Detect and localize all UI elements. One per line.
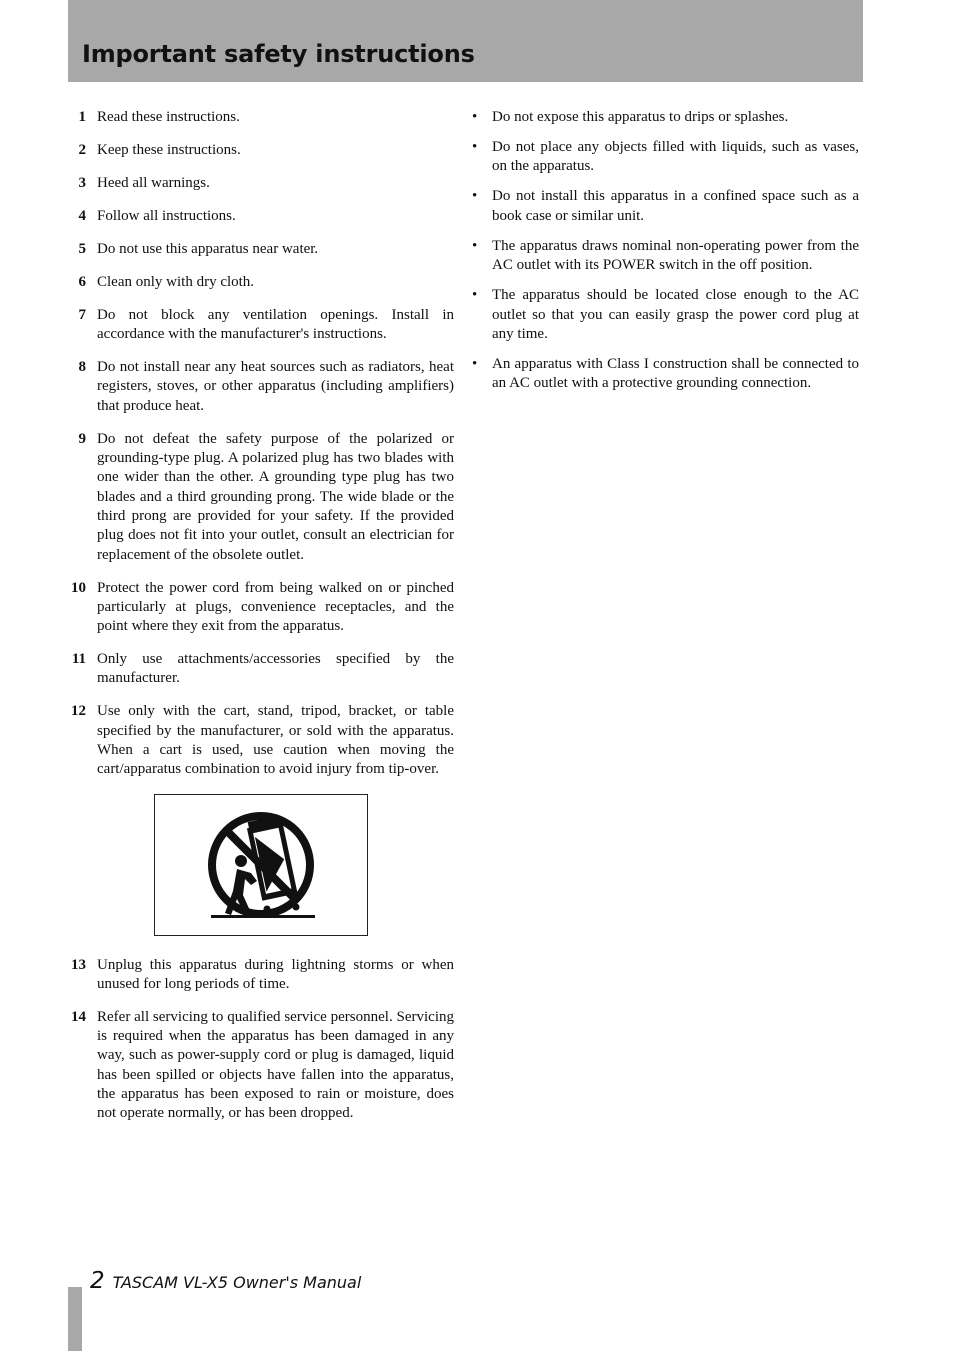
item-number: 6 (78, 273, 86, 290)
list-item (68, 174, 454, 193)
footer-bar (68, 1287, 82, 1351)
bullet-marker: • (472, 237, 478, 254)
page-number: 2 (90, 1268, 105, 1294)
item-number: 1 (78, 109, 86, 125)
list-item (68, 306, 454, 345)
list-item (68, 579, 454, 637)
list-item (68, 240, 454, 259)
item-number: 5 (78, 240, 86, 257)
item-number: 13 (71, 956, 86, 973)
item-number: 7 (78, 306, 86, 323)
bullet-item (470, 355, 859, 394)
right-column (470, 108, 859, 404)
list-item (68, 1008, 454, 1124)
item-text: Do not use this apparatus near water. (97, 240, 319, 257)
item-text: Do not block any ventilation openings. Install in accordance with the manufacturer's instructions. (97, 306, 454, 343)
item-text: Do not defeat the safety purpose of the polarized or grounding-type plug. A polarized plug has two blades with one wider than the other. A grounding type plug has two blades and a third grounding prong. The wide blade or the third prong are provided for your safety. If the provided plug does not fit into your outlet, consult an electrician for replacement of the obsolete outlet. (97, 430, 454, 563)
item-number: 8 (78, 359, 86, 376)
bullet-marker: • (472, 188, 478, 205)
item-text: Only use attachments/accessories specified by the manufacturer. (97, 651, 454, 687)
item-text: Do not place any objects filled with liquids, such as vases, on the apparatus. (492, 139, 859, 175)
list-item (68, 702, 454, 779)
item-text: Read these instructions. (97, 109, 240, 125)
item-text: Refer all servicing to qualified service personnel. Servicing is required when the apparatus has been damaged in any way, such as power-supply cord or plug is damaged, liquid has been spilled or objects have fallen into the apparatus, the apparatus has been exposed to rain or moisture, does not operate normally, or has been dropped. (97, 1008, 454, 1122)
item-text: Do not expose this apparatus to drips or splashes. (492, 109, 789, 125)
list-item (68, 956, 454, 995)
item-text: Unplug this apparatus during lightning storms or when unused for long periods of time. (97, 956, 454, 992)
bullet-item (470, 286, 859, 344)
item-text: The apparatus draws nominal non-operating power from the AC outlet with its POWER switch in the off position. (492, 237, 859, 274)
item-text: An apparatus with Class I construction shall be connected to an AC outlet with a protective grounding connection. (492, 355, 859, 392)
item-text: Use only with the cart, stand, tripod, bracket, or table specified by the manufacturer, or sold with the apparatus. When a cart is used, use caution when moving the cart/apparatus combination to avoid injury from tip-over. (97, 703, 454, 778)
item-number: 14 (71, 1008, 86, 1025)
item-text: Keep these instructions. (97, 141, 241, 158)
item-text: Protect the power cord from being walked on or pinched particularly at plugs, convenience receptacles, and the point where they exit from the apparatus. (97, 579, 454, 635)
bullet-item (470, 108, 859, 127)
header-bar (68, 0, 863, 82)
item-number: 12 (71, 703, 86, 720)
item-text: Do not install this apparatus in a confined space such as a book case or similar unit. (492, 188, 859, 224)
list-item (68, 273, 454, 292)
list-item (68, 141, 454, 160)
bullet-marker: • (472, 109, 478, 125)
bullet-item (470, 237, 859, 276)
item-number: 10 (71, 579, 86, 596)
page-footer (90, 1268, 361, 1294)
bullet-item (470, 187, 859, 226)
item-number: 9 (78, 430, 86, 447)
item-text: The apparatus should be located close enough to the AC outlet so that you can easily grasp the power cord plug at any time. (492, 287, 859, 342)
manual-title: TASCAM VL-X5 Owner's Manual (112, 1273, 362, 1292)
bullet-marker: • (472, 287, 478, 304)
bullet-marker: • (472, 355, 478, 372)
bullet-marker: • (472, 139, 478, 156)
bullet-item (470, 138, 859, 177)
list-item (68, 108, 454, 127)
item-text: Do not install near any heat sources such as radiators, heat registers, stoves, or other apparatus (including amplifiers) that produce heat. (97, 359, 454, 414)
cart-tip-over-warning-icon (155, 795, 367, 935)
item-number: 4 (78, 207, 86, 224)
item-text: Heed all warnings. (97, 174, 210, 191)
list-item (68, 650, 454, 689)
item-number: 11 (71, 651, 86, 668)
cart-warning-figure (154, 794, 368, 936)
list-item (68, 207, 454, 226)
item-text: Follow all instructions. (97, 207, 236, 224)
list-item (68, 430, 454, 565)
item-number: 2 (78, 141, 86, 158)
list-item (68, 358, 454, 416)
left-column (68, 108, 454, 1137)
page-title: Important safety instructions (82, 40, 475, 68)
item-text: Clean only with dry cloth. (97, 273, 255, 290)
item-number: 3 (78, 174, 86, 191)
